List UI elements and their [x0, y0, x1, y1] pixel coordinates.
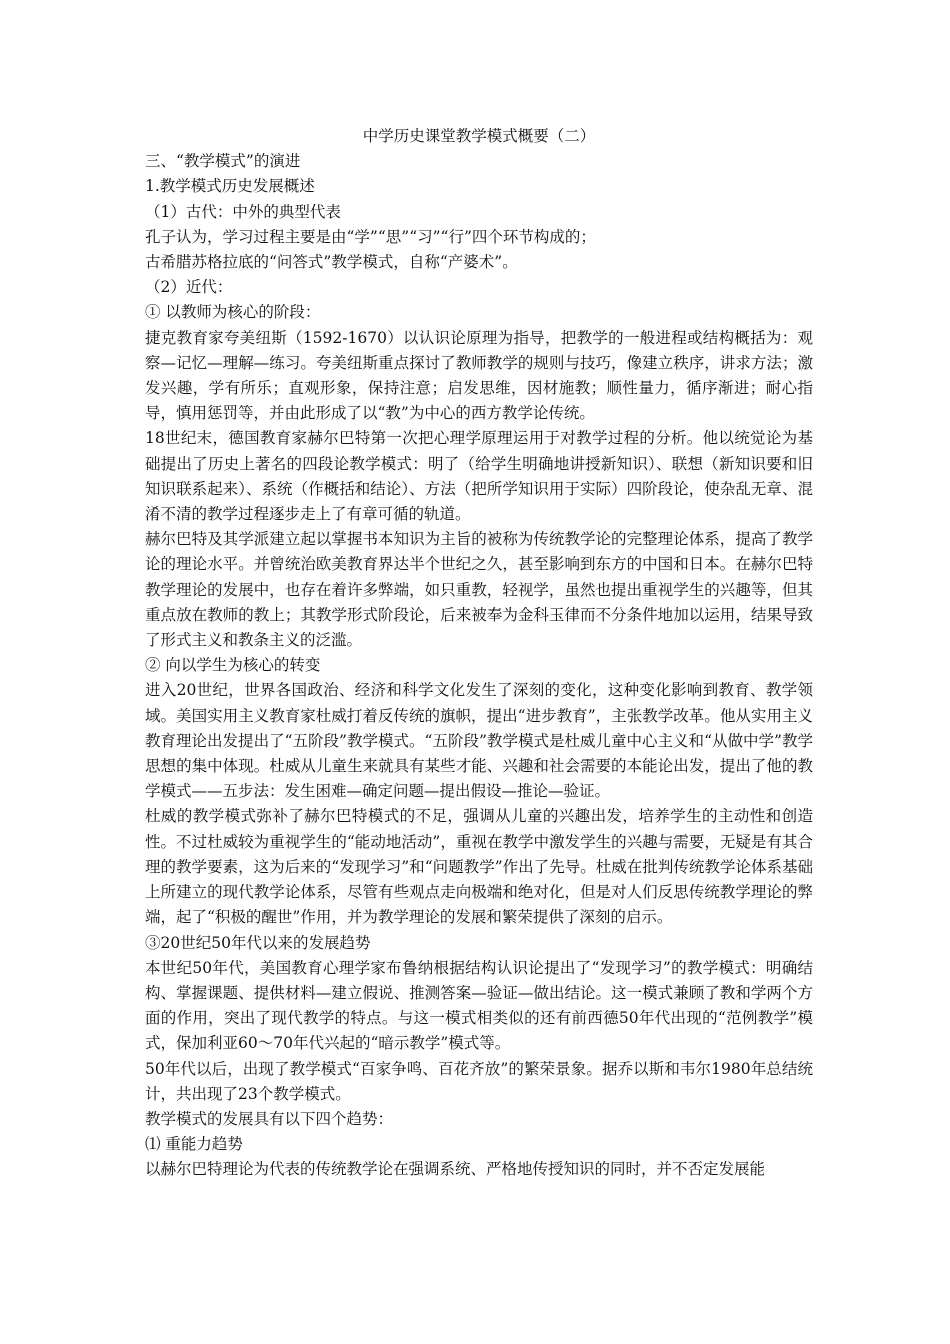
stage-heading: ① 以教师为核心的阶段：	[145, 303, 321, 322]
text-line: 教学模式的发展具有以下四个趋势：	[145, 1109, 394, 1128]
paragraph: 本世纪50年代，美国教育心理学家布鲁纳根据结构认识论提出了“发现学习”的教学模式：明确结构、掌握课题、提供材料—建立假说、推测答案—验证—做出结论。这一模式兼顾了教和学两个方面的作用，突出了现代教学的特点。与这一模式相类似的还有前西德50年代出现的“范例教学”模式，保加利亚60～70年代兴起的“暗示教学”模式等。	[145, 958, 813, 1053]
document-title: 中学历史课堂教学模式概要（二）	[362, 127, 596, 145]
document-page	[145, 124, 813, 1183]
paragraph: 50年代以后，出现了教学模式“百家争鸣、百花齐放”的繁荣景象。据乔以斯和韦尔1980年总结统计，共出现了23个教学模式。	[145, 1059, 813, 1103]
paragraph: 赫尔巴特及其学派建立起以掌握书本知识为主旨的被称为传统教学论的完整理论体系，提高了教学论的理论水平。并曾统治欧美教育界达半个世纪之久，甚至影响到东方的中国和日本。在赫尔巴特教学理论的发展中，也存在着许多弊端，如只重教，轻视学，虽然也提出重视学生的兴趣等，但其重点放在教师的教上；其教学形式阶段论，后来被奉为金科玉律而不分条件地加以运用，结果导致了形式主义和教条主义的泛滥。	[145, 530, 813, 650]
text-line: 古希腊苏格拉底的“问答式”教学模式，自称“产婆术”。	[145, 253, 518, 272]
paragraph: 进入20世纪，世界各国政治、经济和科学文化发生了深刻的变化，这种变化影响到教育、教学领域。美国实用主义教育家杜威打着反传统的旗帜，提出“进步教育”，主张教学改革。他从实用主义教育理论出发提出了“五阶段”教学模式。“五阶段”教学模式是杜威儿童中心主义和“从做中学”教学思想的集中体现。杜威从儿童生来就具有某些才能、兴趣和社会需要的本能论出发，提出了他的教学模式——五步法：发生困难—确定问题—提出假设—推论—验证。	[145, 681, 813, 801]
paragraph: 捷克教育家夸美纽斯（1592-1670）以认识论原理为指导，把教学的一般进程或结构概括为：观察—记忆—理解—练习。夸美纽斯重点探讨了教师教学的规则与技巧，像建立秩序，讲求方法；激发兴趣，学有所乐；直观形象，保持注意；启发思维，因材施教；顺性量力，循序渐进；耐心指导，慎用惩罚等，并由此形成了以“教”为中心的西方教学论传统。	[145, 328, 813, 423]
subsection-heading: 1.教学模式历史发展概述	[145, 177, 315, 196]
subheading-ancient: （1）古代：中外的典型代表	[145, 202, 341, 221]
paragraph: 杜威的教学模式弥补了赫尔巴特模式的不足，强调从儿童的兴趣出发，培养学生的主动性和创造性。不过杜威较为重视学生的“能动地活动”，重视在教学中激发学生的兴趣与需要，无疑是有其合理的教学要素，这为后来的“发现学习”和“问题教学”作出了先导。杜威在批判传统教学论体系基础上所建立的现代教学论体系，尽管有些观点走向极端和绝对化，但是对人们反思传统教学理论的弊端，起了“积极的醒世”作用，并为教学理论的发展和繁荣提供了深刻的启示。	[145, 807, 813, 927]
section-heading: 三、“教学模式”的演进	[145, 152, 301, 171]
stage-heading: ② 向以学生为核心的转变	[145, 656, 321, 675]
text-line: 以赫尔巴特理论为代表的传统教学论在强调系统、严格地传授知识的同时，并不否定发展能	[145, 1160, 766, 1179]
paragraph: 18世纪末，德国教育家赫尔巴特第一次把心理学原理运用于对教学过程的分析。他以统觉论为基础提出了历史上著名的四段论教学模式：明了（给学生明确地讲授新知识）、联想（新知识要和旧知识联系起来）、系统（作概括和结论）、方法（把所学知识用于实际）四阶段论，使杂乱无章、混淆不清的教学过程逐步走上了有章可循的轨道。	[145, 429, 813, 524]
text-line: 孔子认为，学习过程主要是由“学”“思”“习”“行”四个环节构成的；	[145, 227, 596, 246]
document-body	[145, 149, 813, 1182]
stage-heading: ③20世纪50年代以来的发展趋势	[145, 933, 371, 952]
trend-heading: ⑴ 重能力趋势	[145, 1135, 243, 1154]
subheading-modern: （2）近代：	[145, 278, 233, 297]
